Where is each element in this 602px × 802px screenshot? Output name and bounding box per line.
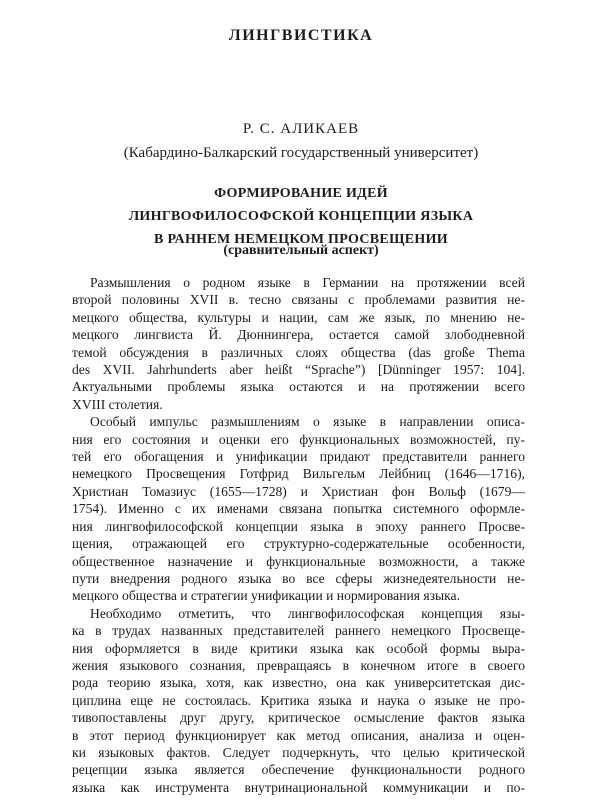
body-line: циплина еще не состоялась. Критика языка и наука о языке не про- — [72, 692, 525, 708]
author-name: Р. С. АЛИКАЕВ — [242, 121, 360, 137]
body-line: Актуальными проблемы языка остаются и на протяжении всего — [72, 379, 525, 395]
body-line: рода теорию языка, хотя, как известно, она как университетская дис- — [72, 675, 525, 691]
body-line: мецкого лингвиста Й. Дюннингера, остается самой злободневной — [72, 327, 525, 343]
body-line: второй половины XVII в. тесно связаны с проблемами развития не- — [72, 292, 525, 308]
body-line: щения, отражающей его структурно-содержательные особенности, — [72, 536, 525, 552]
article-title — [0, 182, 602, 251]
body-line: немецкого Просвещения Готфрид Вильгельм Лейбниц (1646—1716), — [72, 466, 525, 482]
body-line: жения языкового сознания, превращаясь в конечном итоге в своего — [72, 657, 525, 673]
body-line: XVIII столетия. — [72, 396, 163, 412]
article-subtitle: (сравнительный аспект) — [223, 243, 379, 258]
author-affiliation: (Кабардино-Балкарский государственный университет) — [123, 145, 479, 161]
article-body — [72, 274, 525, 796]
body-line: ния его состояния и оценки его функциональных возможностей, пу- — [72, 431, 525, 447]
body-line: Христиан Томазиус (1655—1728) и Христиан фон Вольф (1679— — [72, 483, 525, 499]
body-line: темой обсуждения в различных слоях общества (das große Thema — [72, 344, 525, 360]
body-line: Необходимо отметить, что лингвофилософская концепция язы- — [90, 605, 525, 621]
body-line: тивопоставлены друг другу, критическое осмысление фактов языка — [72, 710, 525, 726]
body-line: Размышления о родном языке в Германии на протяжении всей — [90, 275, 525, 290]
article-title-line: В РАННЕМ НЕМЕЦКОМ ПРОСВЕЩЕНИИ — [154, 232, 448, 247]
body-line: ния оформляется в виде критики языка как особой формы выра- — [72, 640, 525, 656]
body-line: рецепции языка является обеспечение функциональности родного — [72, 762, 525, 778]
body-line: ка в трудах названных представителей раннего немецкого Просвеще- — [72, 623, 525, 639]
body-line: пути внедрения родного языка во все сферы жизнедеятельности не- — [72, 570, 525, 586]
body-line: Особый импульс размышлениям о языке в направлении описа- — [90, 414, 525, 430]
body-line: 1754). Именно с их именами связана попытка системного оформле- — [72, 501, 525, 517]
body-line: в этот период функционирует как метод описания, анализа и оцен- — [72, 727, 525, 743]
article-title-line: ЛИНГВОФИЛОСОФСКОЙ КОНЦЕПЦИИ ЯЗЫКА — [128, 209, 474, 224]
article-title-line: ФОРМИРОВАНИЕ ИДЕЙ — [214, 186, 388, 201]
body-line: des XVII. Jahrhunderts aber heißt “Sprache”) [Dünninger 1957: 104]. — [72, 362, 525, 378]
body-line: мецкого общества и стратегии унификации и нормирования языка. — [72, 588, 460, 604]
body-line: ния лингвофилософской концепции языка в эпоху раннего Просве- — [72, 518, 525, 534]
body-line: ки языковых фактов. Следует подчеркнуть, что целью критической — [72, 744, 525, 760]
body-line: мецкого общества, культуры и нации, сам же язык, по мнению не- — [72, 309, 525, 325]
body-line: общественное назначение и функциональные возможности, а также — [72, 553, 525, 569]
section-title: ЛИНГВИСТИКА — [228, 27, 374, 44]
body-line: языка как инструмента внутринациональной коммуникации и по- — [72, 779, 525, 795]
body-line: тей его обогащения и унификации придают представители раннего — [72, 449, 525, 465]
